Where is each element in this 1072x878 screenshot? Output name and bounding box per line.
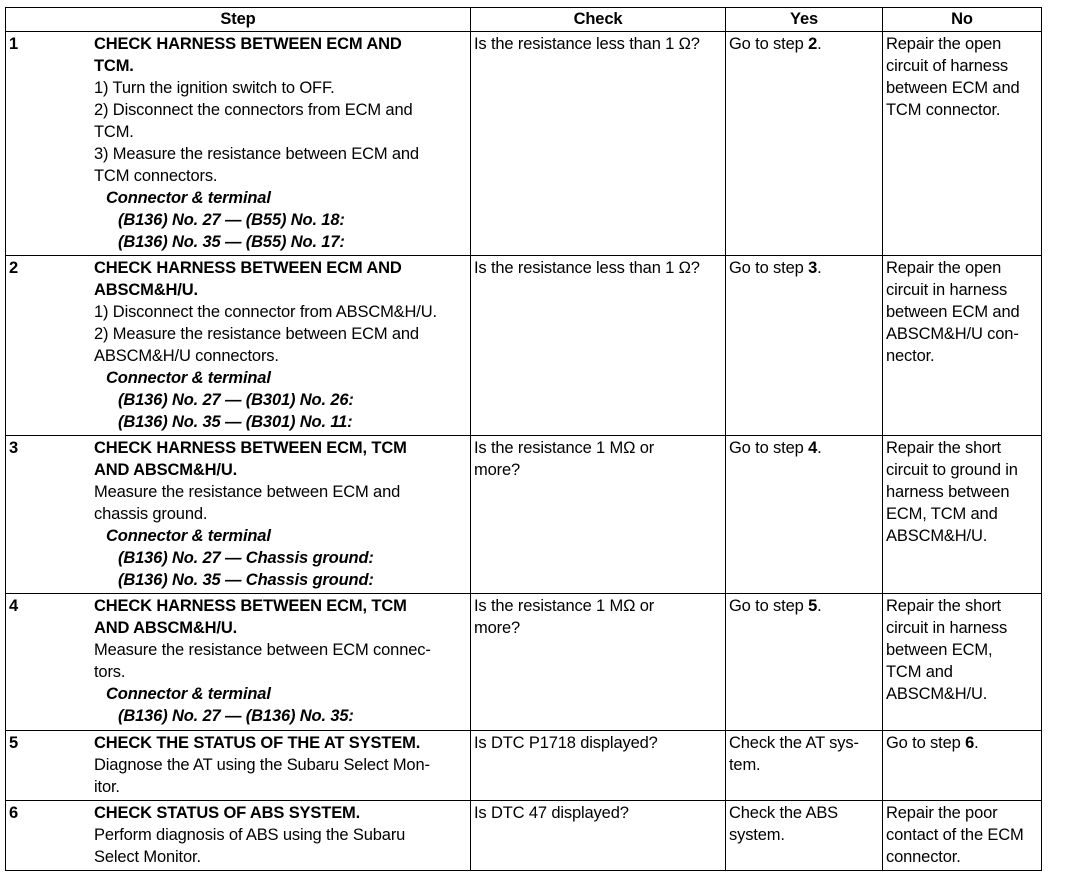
yes-action: Go to step 2. — [729, 35, 822, 53]
no-cell — [883, 256, 1042, 436]
step-body — [94, 595, 467, 727]
table-row — [6, 801, 1042, 871]
check-cell — [471, 256, 726, 436]
step-instruction: 3) Measure the resistance between ECM and — [94, 145, 419, 163]
step-instruction: itor. — [94, 778, 120, 796]
yes-action: tem. — [729, 756, 761, 774]
step-number: 5 — [9, 734, 19, 752]
connector-label: Connector & terminal — [106, 369, 271, 387]
step-instruction: chassis ground. — [94, 505, 208, 523]
step-instruction: 1) Disconnect the connector from ABSCM&H/U. — [94, 303, 437, 321]
no-action: Repair the short — [886, 439, 1001, 457]
header-no: No — [883, 8, 1042, 32]
table-row — [6, 731, 1042, 801]
check-text: Is the resistance less than 1 Ω? — [474, 35, 700, 53]
step-body — [94, 802, 467, 868]
step-instruction: Select Monitor. — [94, 848, 201, 866]
yes-cell — [726, 436, 883, 594]
no-action: circuit to ground in — [886, 461, 1018, 479]
step-content — [6, 595, 467, 727]
no-action: circuit in harness — [886, 281, 1008, 299]
check-text: more? — [474, 461, 521, 479]
yes-cell — [726, 256, 883, 436]
step-body — [94, 437, 467, 591]
step-instruction: Perform diagnosis of ABS using the Subaru — [94, 826, 406, 844]
no-action: Repair the short — [886, 597, 1001, 615]
header-step: Step — [6, 8, 471, 32]
step-title: CHECK HARNESS BETWEEN ECM AND — [94, 35, 402, 53]
step-body — [94, 732, 467, 798]
table-row — [6, 436, 1042, 594]
step-content — [6, 802, 467, 868]
step-cell — [6, 32, 471, 256]
connector-terminal: (B136) No. 35 — Chassis ground: — [118, 571, 374, 589]
step-content — [6, 732, 467, 798]
no-action: ABSCM&H/U. — [886, 685, 988, 703]
no-action: TCM and — [886, 663, 953, 681]
step-cell — [6, 801, 471, 871]
yes-action: Check the ABS — [729, 804, 839, 822]
no-action: between ECM and — [886, 303, 1020, 321]
no-action-number: 6 — [965, 734, 975, 752]
step-content — [6, 33, 467, 253]
no-cell — [883, 436, 1042, 594]
check-text: more? — [474, 619, 521, 637]
yes-action: Go to step 5. — [729, 597, 822, 615]
connector-terminal: (B136) No. 27 — (B301) No. 26: — [118, 391, 354, 409]
no-action: harness between — [886, 483, 1010, 501]
check-cell — [471, 594, 726, 731]
check-text: Is DTC 47 displayed? — [474, 804, 629, 822]
step-number: 4 — [9, 597, 19, 615]
step-instruction: 2) Measure the resistance between ECM and — [94, 325, 419, 343]
no-action: circuit in harness — [886, 619, 1008, 637]
step-instruction: Diagnose the AT using the Subaru Select Mon- — [94, 756, 430, 774]
table-row — [6, 256, 1042, 436]
step-instruction: TCM. — [94, 123, 134, 141]
table-row — [6, 594, 1042, 731]
step-title: CHECK STATUS OF ABS SYSTEM. — [94, 804, 361, 822]
no-action: circuit of harness — [886, 57, 1009, 75]
connector-terminal: (B136) No. 27 — Chassis ground: — [118, 549, 374, 567]
header-check: Check — [471, 8, 726, 32]
no-action: Repair the open — [886, 259, 1002, 277]
check-cell — [471, 731, 726, 801]
step-number: 6 — [9, 804, 19, 822]
step-instruction: TCM connectors. — [94, 167, 218, 185]
check-text: Is the resistance 1 MΩ or — [474, 597, 655, 615]
connector-terminal: (B136) No. 27 — (B55) No. 18: — [118, 211, 345, 229]
no-cell — [883, 801, 1042, 871]
step-cell — [6, 731, 471, 801]
check-text: Is DTC P1718 displayed? — [474, 734, 658, 752]
step-cell — [6, 436, 471, 594]
yes-action: Check the AT sys- — [729, 734, 859, 752]
yes-action-number: 5 — [808, 597, 818, 615]
no-action: ECM, TCM and — [886, 505, 998, 523]
yes-action: Go to step 3. — [729, 259, 822, 277]
connector-label: Connector & terminal — [106, 527, 271, 545]
header-row — [6, 8, 1042, 32]
no-action: Repair the open — [886, 35, 1002, 53]
step-number: 3 — [9, 439, 19, 457]
no-action: nector. — [886, 347, 935, 365]
step-instruction: 2) Disconnect the connectors from ECM and — [94, 101, 413, 119]
check-text: Is the resistance 1 MΩ or — [474, 439, 655, 457]
connector-terminal: (B136) No. 27 — (B136) No. 35: — [118, 707, 354, 725]
step-title: AND ABSCM&H/U. — [94, 619, 238, 637]
step-title: CHECK HARNESS BETWEEN ECM AND — [94, 259, 402, 277]
step-instruction: 1) Turn the ignition switch to OFF. — [94, 79, 335, 97]
step-content — [6, 437, 467, 591]
step-title: AND ABSCM&H/U. — [94, 461, 238, 479]
yes-cell — [726, 594, 883, 731]
diagnostic-table — [5, 7, 1042, 871]
step-instruction: ABSCM&H/U connectors. — [94, 347, 279, 365]
yes-action-number: 4 — [808, 439, 818, 457]
no-action: between ECM and — [886, 79, 1020, 97]
check-cell — [471, 436, 726, 594]
no-cell — [883, 594, 1042, 731]
connector-terminal: (B136) No. 35 — (B55) No. 17: — [118, 233, 345, 251]
yes-cell — [726, 32, 883, 256]
yes-action-number: 3 — [808, 259, 818, 277]
no-action: between ECM, — [886, 641, 993, 659]
no-action: ABSCM&H/U con- — [886, 325, 1019, 343]
step-title: CHECK THE STATUS OF THE AT SYSTEM. — [94, 734, 421, 752]
no-cell — [883, 32, 1042, 256]
step-title: CHECK HARNESS BETWEEN ECM, TCM — [94, 439, 407, 457]
connector-label: Connector & terminal — [106, 685, 271, 703]
check-text: Is the resistance less than 1 Ω? — [474, 259, 700, 277]
yes-action: Go to step 4. — [729, 439, 822, 457]
step-body — [94, 33, 467, 253]
step-instruction: tors. — [94, 663, 126, 681]
yes-action: system. — [729, 826, 785, 844]
no-action: connector. — [886, 848, 961, 866]
step-cell — [6, 594, 471, 731]
no-action: Repair the poor — [886, 804, 998, 822]
step-title: TCM. — [94, 57, 134, 75]
no-action: TCM connector. — [886, 101, 1001, 119]
yes-cell — [726, 801, 883, 871]
no-action: Go to step 6. — [886, 734, 979, 752]
yes-action-number: 2 — [808, 35, 818, 53]
table-row — [6, 32, 1042, 256]
no-cell — [883, 731, 1042, 801]
step-number: 1 — [9, 35, 19, 53]
step-body — [94, 257, 467, 433]
no-action: contact of the ECM — [886, 826, 1024, 844]
no-action: ABSCM&H/U. — [886, 527, 988, 545]
step-instruction: Measure the resistance between ECM and — [94, 483, 401, 501]
connector-terminal: (B136) No. 35 — (B301) No. 11: — [118, 413, 353, 431]
step-cell — [6, 256, 471, 436]
check-cell — [471, 801, 726, 871]
step-content — [6, 257, 467, 433]
connector-label: Connector & terminal — [106, 189, 271, 207]
check-cell — [471, 32, 726, 256]
yes-cell — [726, 731, 883, 801]
step-title: CHECK HARNESS BETWEEN ECM, TCM — [94, 597, 407, 615]
step-instruction: Measure the resistance between ECM connec- — [94, 641, 431, 659]
header-yes: Yes — [726, 8, 883, 32]
step-number: 2 — [9, 259, 19, 277]
step-title: ABSCM&H/U. — [94, 281, 198, 299]
